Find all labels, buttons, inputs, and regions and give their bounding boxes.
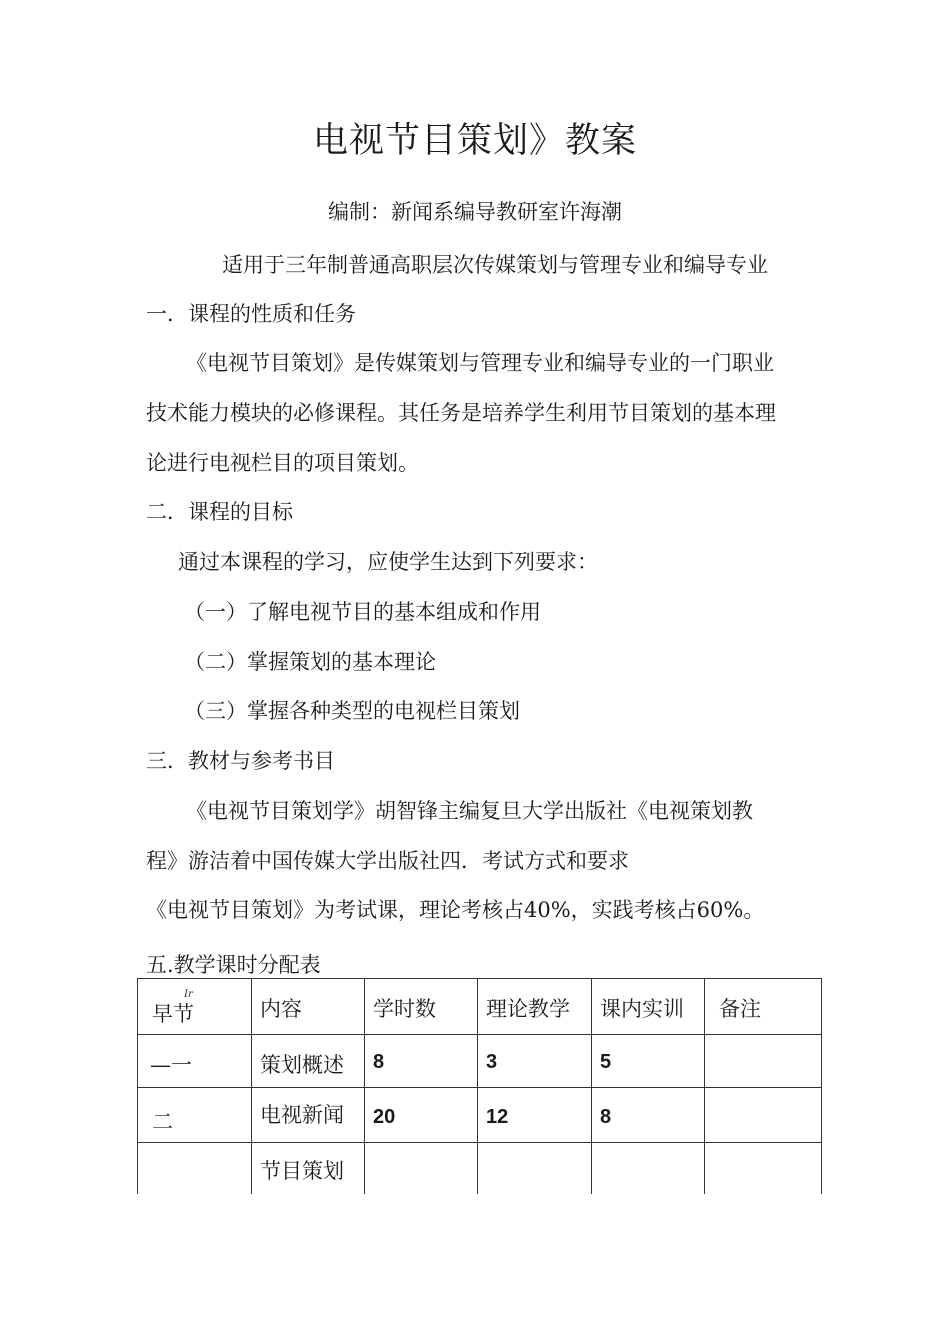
cell-content: 策划概述 <box>252 1035 365 1088</box>
goal-item-2: （二）掌握策划的基本理论 <box>184 650 436 674</box>
cell-practice <box>592 1143 705 1195</box>
header-practice: 课内实训 <box>592 979 705 1035</box>
cell-hours: 20 <box>365 1088 478 1143</box>
section-2-heading: 二．课程的目标 <box>146 500 293 524</box>
section-1-heading: 一．课程的性质和任务 <box>146 302 356 326</box>
section-1-paragraph-line-1: 《电视节目策划》是传媒策划与管理专业和编导专业的一门职业 <box>186 351 774 375</box>
section-2-intro: 通过本课程的学习，应使学生达到下列要求： <box>178 550 598 574</box>
doc-title: 电视节目策划》教案 <box>312 121 637 161</box>
cell-content: 电视新闻 <box>252 1088 365 1143</box>
cell-chapter <box>138 1143 252 1195</box>
header-theory: 理论教学 <box>478 979 592 1035</box>
cell-practice: 5 <box>592 1035 705 1088</box>
section-5-heading: 五.教学课时分配表 <box>146 953 321 977</box>
section-4-paragraph: 《电视节目策划》为考试课，理论考核占40%，实践考核占60%。 <box>146 898 765 922</box>
table-row <box>138 1035 822 1088</box>
section-3-paragraph-line-2: 程》游洁着中国传媒大学出版社四．考试方式和要求 <box>146 849 629 873</box>
header-hours: 学时数 <box>365 979 478 1035</box>
scope-line: 适用于三年制普通高职层次传媒策划与管理专业和编导专业 <box>222 253 768 277</box>
cell-theory <box>478 1143 592 1195</box>
schedule-table <box>137 978 822 1194</box>
cell-content: 节目策划 <box>252 1143 365 1195</box>
cell-hours: 8 <box>365 1035 478 1088</box>
cell-practice: 8 <box>592 1088 705 1143</box>
cell-remarks <box>705 1035 822 1088</box>
author-line: 编制：新闻系编导教研室许海潮 <box>328 200 622 224</box>
section-3-paragraph-line-1: 《电视节目策划学》胡智锋主编复旦大学出版社《电视策划教 <box>186 799 753 823</box>
table-row <box>138 1088 822 1143</box>
header-content: 内容 <box>252 979 365 1035</box>
cell-chapter: —一 <box>138 1035 252 1088</box>
table-header-row <box>138 979 822 1035</box>
cell-chapter: 二 <box>138 1088 252 1143</box>
cell-hours <box>365 1143 478 1195</box>
goal-item-1: （一）了解电视节目的基本组成和作用 <box>184 600 541 624</box>
section-1-paragraph-line-2: 技术能力模块的必修课程。其任务是培养学生利用节目策划的基本理 <box>146 401 776 425</box>
cell-theory: 3 <box>478 1035 592 1088</box>
table-row <box>138 1143 822 1195</box>
goal-item-3: （三）掌握各种类型的电视栏目策划 <box>184 699 520 723</box>
header-chapter: 早节 <box>138 979 252 1035</box>
section-1-paragraph-line-3: 论进行电视栏目的项目策划。 <box>146 451 419 475</box>
cell-theory: 12 <box>478 1088 592 1143</box>
header-mark: Ir <box>184 989 193 1000</box>
header-remarks: 备注 <box>705 979 822 1035</box>
section-3-heading: 三．教材与参考书目 <box>146 749 335 773</box>
cell-remarks <box>705 1088 822 1143</box>
cell-remarks <box>705 1143 822 1195</box>
